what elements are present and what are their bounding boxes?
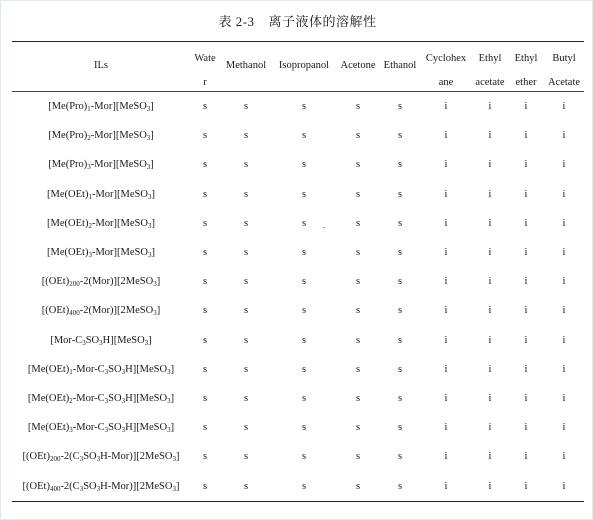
table-body: [12, 92, 584, 502]
solubility-cell: i: [488, 130, 492, 142]
solubility-cell: i: [524, 130, 528, 142]
solubility-cell: s: [301, 305, 307, 317]
formula-subscript: 3: [153, 309, 157, 318]
solubility-cell: s: [243, 276, 249, 288]
formula-subscript: 2: [88, 221, 92, 230]
formula-text: -Mor][MeSO: [91, 188, 148, 200]
formula-text: ]: [175, 451, 180, 463]
solubility-cell: s: [243, 159, 249, 171]
formula-text: ]: [170, 363, 175, 375]
ionic-liquid-name: [12, 471, 190, 501]
solubility-cell: i: [524, 392, 528, 404]
solubility-cell: i: [562, 392, 566, 404]
solubility-cell: s: [355, 305, 361, 317]
ionic-liquid-name: [12, 238, 190, 267]
formula-subscript: 3: [121, 396, 126, 405]
solubility-cell: s: [355, 188, 361, 200]
solubility-cell: s: [397, 247, 403, 259]
solubility-cell: s: [301, 363, 307, 375]
formula-text: ]: [151, 217, 155, 229]
solubility-cell: s: [397, 101, 403, 113]
formula-subscript: 2: [69, 396, 73, 405]
table-row: [12, 150, 584, 179]
header-water-bottom: r: [203, 77, 207, 88]
solubility-cell: s: [243, 480, 249, 492]
formula-text: H][MeSO: [102, 334, 145, 346]
formula-subscript: 400: [49, 484, 61, 493]
formula-subscript: 3: [167, 367, 171, 376]
solubility-cell: s: [301, 247, 307, 259]
formula-subscript: 3: [147, 192, 152, 201]
header-ethyl-acetate-bottom: acetate: [475, 77, 505, 88]
solubility-cell: s: [301, 392, 307, 404]
formula-text: [(OEt): [41, 276, 70, 288]
formula-subscript: 3: [147, 251, 152, 260]
formula-text: ]: [156, 276, 161, 288]
solubility-cell: s: [301, 451, 307, 463]
formula-text: -Mor-C: [72, 392, 105, 404]
formula-subscript: 200: [49, 455, 61, 464]
formula-subscript: 3: [79, 455, 84, 464]
solubility-cell: i: [562, 276, 566, 288]
ionic-liquid-name: [12, 326, 190, 355]
formula-text: [(OEt): [41, 305, 70, 317]
solubility-cell: i: [562, 305, 566, 317]
formula-text: [Me(OEt): [27, 422, 70, 434]
formula-text: [Me(Pro): [48, 159, 88, 171]
formula-subscript: 3: [69, 426, 73, 435]
solubility-cell: s: [397, 334, 403, 346]
solubility-cell: s: [301, 480, 307, 492]
formula-text: ]: [150, 130, 154, 142]
ionic-liquid-name: [12, 384, 190, 413]
solubility-cell: i: [488, 247, 492, 259]
formula-text: [(OEt): [22, 480, 50, 492]
solubility-cell: s: [243, 101, 249, 113]
solubility-cell: i: [488, 422, 492, 434]
formula-subscript: 3: [79, 484, 84, 493]
solubility-cell: s: [355, 101, 361, 113]
solubility-cell: s: [202, 159, 208, 171]
formula-text: [Me(OEt): [47, 217, 89, 229]
header-cyclohexane-top: Cyclohex: [425, 53, 467, 64]
formula-subscript: 3: [104, 367, 109, 376]
solubility-cell: i: [444, 422, 448, 434]
solubility-cell: i: [488, 451, 492, 463]
table-row: [12, 238, 584, 267]
table-row: [12, 471, 584, 501]
solubility-table: [12, 41, 584, 502]
formula-subscript: 3: [146, 105, 151, 114]
solubility-cell: s: [397, 130, 403, 142]
header-ethyl-ether-bottom: ether: [515, 77, 537, 88]
ionic-liquid-name: [12, 121, 190, 150]
solubility-cell: s: [243, 422, 249, 434]
formula-subscript: 3: [99, 338, 103, 347]
solubility-cell: i: [444, 276, 448, 288]
formula-subscript: 1: [88, 192, 92, 201]
solubility-cell: s: [243, 188, 249, 200]
header-cyclohexane-bottom: ane: [438, 77, 454, 88]
solubility-cell: i: [488, 101, 492, 113]
solubility-cell: i: [524, 247, 528, 259]
formula-subscript: 3: [96, 455, 101, 464]
solubility-cell: i: [488, 217, 492, 229]
ionic-liquid-name: [12, 180, 190, 209]
formula-subscript: 3: [167, 396, 171, 405]
solubility-cell: i: [444, 392, 448, 404]
solubility-cell: s: [202, 392, 208, 404]
header-butyl-acetate-bottom: Acetate: [547, 77, 581, 88]
solubility-cell: s: [202, 276, 208, 288]
formula-text: ]: [150, 101, 154, 113]
header-ethyl-ether-top: Ethyl: [514, 53, 538, 64]
formula-subscript: 200: [69, 280, 80, 289]
solubility-cell: s: [243, 363, 249, 375]
solubility-cell: i: [488, 305, 492, 317]
scan-speck: [323, 227, 325, 228]
formula-text: [Me(OEt): [47, 188, 89, 200]
formula-text: -2(C: [60, 480, 80, 492]
solubility-cell: s: [243, 247, 249, 259]
solubility-cell: s: [202, 363, 208, 375]
solubility-cell: i: [444, 101, 448, 113]
solubility-cell: s: [397, 451, 403, 463]
solubility-cell: s: [243, 334, 249, 346]
header-methanol: Methanol: [225, 60, 267, 71]
formula-text: SO: [108, 363, 122, 375]
formula-text: [(OEt): [22, 451, 50, 463]
formula-text: ]: [148, 334, 152, 346]
table-row: [12, 209, 584, 238]
formula-text: [Me(OEt): [47, 247, 89, 259]
solubility-cell: i: [524, 159, 528, 171]
table-row: [12, 442, 584, 471]
table-row: [12, 121, 584, 150]
solubility-cell: s: [397, 217, 403, 229]
table-header: [12, 42, 584, 92]
solubility-cell: s: [301, 422, 307, 434]
solubility-cell: i: [488, 480, 492, 492]
formula-subscript: 2: [87, 134, 91, 143]
solubility-cell: i: [524, 363, 528, 375]
solubility-cell: i: [444, 159, 448, 171]
formula-text: -2(Mor)][2MeSO: [79, 276, 154, 288]
formula-text: -Mor-C: [72, 363, 105, 375]
formula-text: -Mor][MeSO: [90, 101, 147, 113]
table-row: [12, 355, 584, 384]
solubility-cell: i: [444, 247, 448, 259]
solubility-cell: i: [524, 188, 528, 200]
formula-subscript: 3: [172, 455, 176, 464]
solubility-cell: s: [397, 305, 403, 317]
formula-subscript: 3: [172, 484, 176, 493]
formula-text: -Mor][MeSO: [90, 159, 147, 171]
solubility-cell: s: [397, 363, 403, 375]
table-number: 表 2-3: [218, 14, 255, 29]
formula-subscript: 3: [146, 134, 151, 143]
solubility-cell: s: [243, 451, 249, 463]
formula-subscript: 1: [69, 367, 73, 376]
solubility-cell: s: [355, 422, 361, 434]
solubility-cell: i: [488, 276, 492, 288]
solubility-cell: i: [488, 334, 492, 346]
solubility-cell: i: [562, 188, 566, 200]
formula-text: H][MeSO: [125, 392, 168, 404]
formula-text: ]: [151, 247, 155, 259]
formula-text: H-Mor)][2MeSO: [100, 451, 173, 463]
solubility-cell: s: [301, 159, 307, 171]
ionic-liquid-name: [12, 413, 190, 442]
solubility-cell: i: [444, 480, 448, 492]
formula-subscript: 3: [144, 338, 149, 347]
solubility-cell: s: [243, 305, 249, 317]
solubility-cell: s: [301, 276, 307, 288]
formula-text: -Mor][MeSO: [90, 130, 147, 142]
solubility-cell: i: [562, 422, 566, 434]
solubility-cell: s: [355, 130, 361, 142]
formula-text: -Mor][MeSO: [91, 247, 148, 259]
solubility-cell: s: [202, 305, 208, 317]
header-ethanol: Ethanol: [383, 60, 417, 71]
formula-text: SO: [108, 392, 122, 404]
solubility-cell: s: [355, 247, 361, 259]
solubility-cell: i: [562, 247, 566, 259]
formula-subscript: 3: [88, 251, 92, 260]
solubility-cell: s: [301, 217, 307, 229]
header-ethyl-acetate-top: Ethyl: [478, 53, 502, 64]
table-row: [12, 180, 584, 209]
solubility-cell: s: [202, 334, 208, 346]
table-row: [12, 384, 584, 413]
solubility-cell: s: [243, 392, 249, 404]
solubility-cell: i: [524, 480, 528, 492]
formula-subscript: 3: [96, 484, 101, 493]
formula-text: SO: [83, 480, 97, 492]
solubility-cell: s: [397, 276, 403, 288]
formula-text: H][MeSO: [125, 422, 168, 434]
formula-subscript: 1: [87, 105, 91, 114]
solubility-cell: s: [397, 480, 403, 492]
solubility-cell: i: [562, 480, 566, 492]
formula-subscript: 3: [104, 396, 109, 405]
solubility-cell: i: [488, 159, 492, 171]
solubility-cell: i: [562, 334, 566, 346]
formula-text: ]: [170, 422, 175, 434]
formula-subscript: 3: [167, 426, 171, 435]
formula-text: -2(C: [60, 451, 80, 463]
solubility-cell: s: [355, 363, 361, 375]
solubility-cell: s: [202, 480, 208, 492]
header-ils: ILs: [94, 60, 108, 71]
ionic-liquid-name: [12, 92, 190, 122]
solubility-cell: i: [524, 217, 528, 229]
solubility-cell: s: [355, 451, 361, 463]
header-acetone: Acetone: [340, 60, 376, 71]
solubility-cell: s: [397, 392, 403, 404]
formula-text: [Me(Pro): [48, 130, 88, 142]
solubility-cell: s: [202, 247, 208, 259]
solubility-cell: i: [562, 451, 566, 463]
table-row: [12, 267, 584, 296]
solubility-cell: s: [202, 422, 208, 434]
formula-text: -2(Mor)][2MeSO: [79, 305, 154, 317]
formula-text: -Mor-C: [72, 422, 105, 434]
table-row: [12, 413, 584, 442]
formula-subscript: 400: [69, 309, 80, 318]
solubility-cell: i: [444, 188, 448, 200]
formula-text: ]: [170, 392, 175, 404]
solubility-cell: i: [444, 217, 448, 229]
formula-text: H-Mor)][2MeSO: [100, 480, 173, 492]
solubility-cell: i: [488, 363, 492, 375]
ionic-liquid-name: [12, 267, 190, 296]
solubility-cell: s: [301, 188, 307, 200]
solubility-cell: s: [355, 159, 361, 171]
ionic-liquid-name: [12, 150, 190, 179]
solubility-cell: s: [243, 217, 249, 229]
solubility-cell: s: [397, 159, 403, 171]
solubility-cell: s: [397, 188, 403, 200]
formula-subscript: 3: [87, 163, 91, 172]
table-row: [12, 296, 584, 325]
solubility-cell: i: [524, 451, 528, 463]
solubility-cell: i: [444, 451, 448, 463]
formula-text: -Mor][MeSO: [91, 217, 148, 229]
formula-text: ]: [175, 480, 180, 492]
formula-text: ]: [150, 159, 154, 171]
table-row: [12, 92, 584, 122]
solubility-cell: i: [562, 130, 566, 142]
solubility-cell: s: [301, 334, 307, 346]
solubility-cell: i: [444, 305, 448, 317]
solubility-cell: i: [444, 334, 448, 346]
ionic-liquid-name: [12, 296, 190, 325]
solubility-cell: i: [524, 276, 528, 288]
solubility-cell: s: [202, 451, 208, 463]
solubility-cell: i: [562, 217, 566, 229]
formula-text: [Me(OEt): [27, 363, 70, 375]
header-butyl-acetate-top: Butyl: [552, 53, 576, 64]
solubility-cell: i: [524, 101, 528, 113]
formula-subscript: 3: [82, 338, 86, 347]
header-isopropanol: Isopropanol: [278, 60, 330, 71]
formula-text: SO: [85, 334, 100, 346]
solubility-cell: s: [355, 334, 361, 346]
table-row: [12, 326, 584, 355]
solubility-cell: s: [301, 130, 307, 142]
formula-subscript: 3: [121, 367, 126, 376]
ionic-liquid-name: [12, 442, 190, 471]
formula-text: SO: [83, 451, 97, 463]
solubility-cell: s: [355, 276, 361, 288]
formula-text: SO: [108, 422, 122, 434]
solubility-cell: i: [488, 392, 492, 404]
formula-subscript: 3: [104, 426, 109, 435]
ionic-liquid-name: [12, 355, 190, 384]
solubility-cell: i: [524, 305, 528, 317]
header-water-top: Wate: [194, 53, 216, 64]
solubility-cell: i: [562, 101, 566, 113]
formula-subscript: 3: [121, 426, 126, 435]
solubility-cell: i: [444, 363, 448, 375]
solubility-cell: i: [444, 130, 448, 142]
formula-text: [Me(Pro): [48, 101, 88, 113]
table-caption: [1, 11, 593, 30]
formula-text: [Mor-C: [50, 334, 83, 346]
formula-text: H][MeSO: [125, 363, 168, 375]
solubility-cell: s: [202, 217, 208, 229]
solubility-cell: s: [355, 480, 361, 492]
solubility-cell: i: [524, 422, 528, 434]
solubility-cell: s: [202, 101, 208, 113]
formula-subscript: 3: [146, 163, 151, 172]
solubility-cell: s: [202, 188, 208, 200]
formula-text: ]: [156, 305, 161, 317]
solubility-cell: s: [397, 422, 403, 434]
solubility-cell: s: [301, 101, 307, 113]
solubility-cell: i: [562, 363, 566, 375]
formula-text: ]: [151, 188, 155, 200]
formula-subscript: 3: [153, 280, 157, 289]
solubility-cell: i: [524, 334, 528, 346]
solubility-cell: s: [355, 392, 361, 404]
solubility-cell: i: [562, 159, 566, 171]
formula-subscript: 3: [147, 221, 152, 230]
ionic-liquid-name: [12, 209, 190, 238]
solubility-cell: s: [243, 130, 249, 142]
solubility-cell: i: [488, 188, 492, 200]
formula-text: [Me(OEt): [27, 392, 70, 404]
solubility-cell: s: [355, 217, 361, 229]
solubility-cell: s: [202, 130, 208, 142]
table-title: 离子液体的溶解性: [268, 14, 377, 29]
